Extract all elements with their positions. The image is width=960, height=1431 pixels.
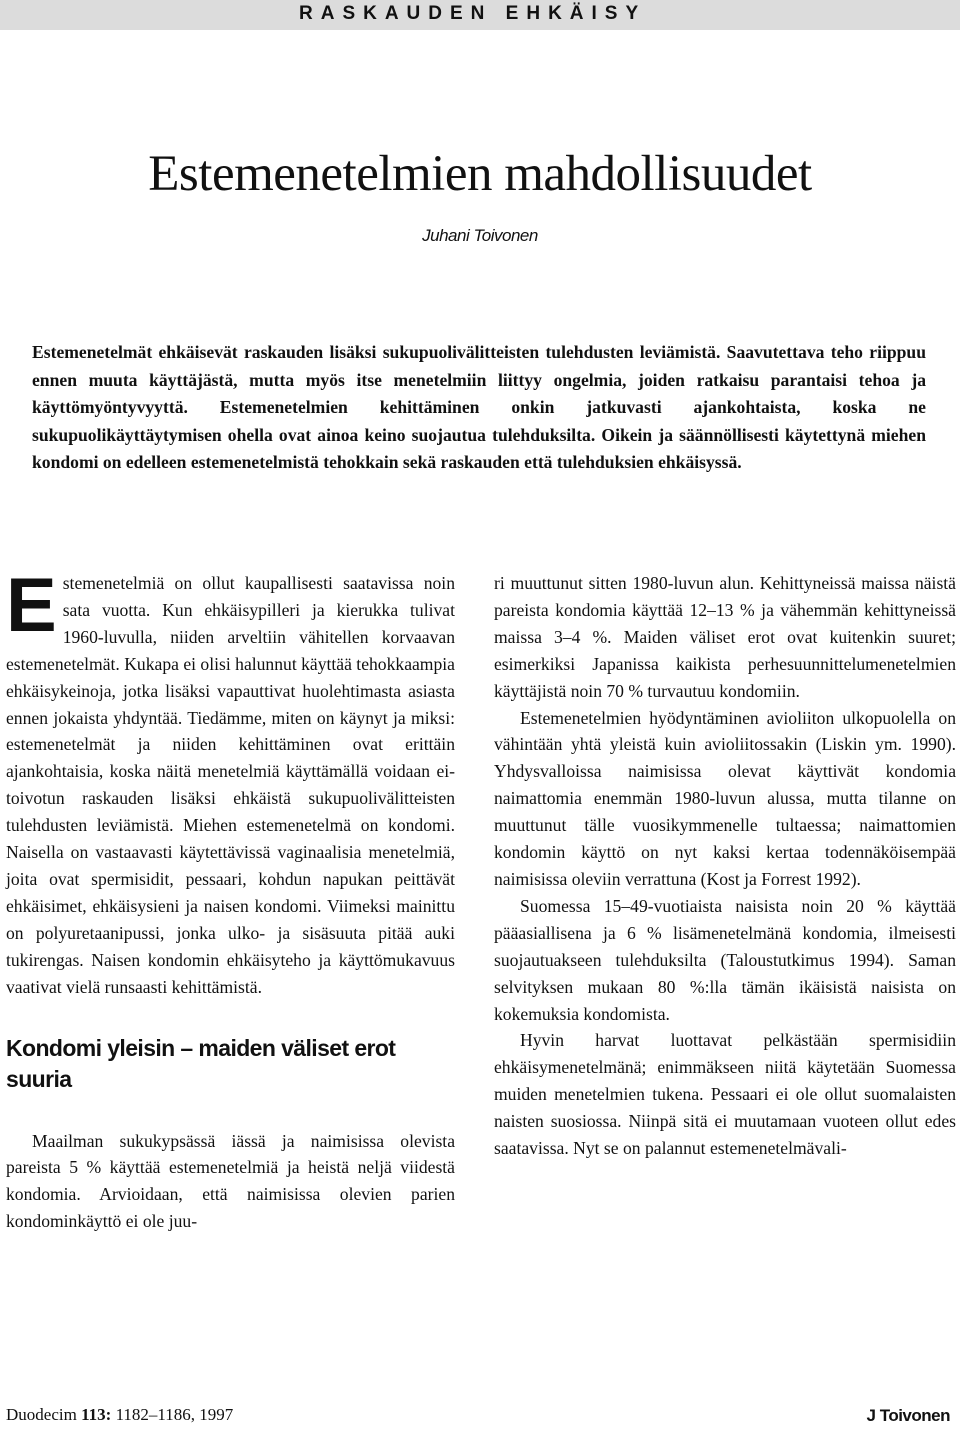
section-subheading: Kondomi yleisin – maiden väliset erot suuria bbox=[6, 1034, 396, 1092]
left-paragraph-1-text: stemenetelmiä on ollut kaupallisesti saatavissa noin sata vuotta. Kun ehkäisypilleri ja kierukka tulivat 1960-luvulla, niiden arveltiin vähitellen korvaavan estemenetelmät. Kukapa ei olisi halunnut käyttää tehokkaampia ehkäisykeinoja, jotka lisäksi vapauttivat huolehtimasta asiasta ennen jokaista yhdyntää. Tiedämme, miten on käynyt ja miksi: estemenetelmät ja niiden kehittäminen ovat erittäin ajankohtaisia, koska näitä menetelmiä käyttämällä voidaan ei-toivotun raskauden lisäksi ehkäistä sukupuolivälitteisten tulehdusten leviämistä. Miehen estemenetelmä on kondomi. Naisella on vastaavasti käytettävissä vaginaalisia menetelmiä, joita ovat spermisidit, pessaari, kohdun napukan peittävät ehkäisimet, ehkäisysieni ja naisen kondomi. Viimeksi mainittu on polyuretaanipussi, jonka ulko- ja sisäsuuta pitää auki tukirengas. Naisen kondomin ehkäisyteho ja käyttömukavuus vaativat vielä runsaasti kehittämistä. bbox=[6, 573, 455, 997]
left-paragraph-1 bbox=[6, 563, 455, 1001]
article-abstract: Estemenetelmät ehkäisevät raskauden lisäksi sukupuolivälitteisten tulehdusten leviämistä. Saavutettava teho riippuu ennen muuta käyttäjästä, mutta myös itse menetelmiin liittyy ongelmia, joiden ratkaisu parantaisi tehoa ja käyttömyöntyvyyttä. Estemenetelmien kehittäminen onkin jatkuvasti ajankohtaista, koska ne sukupuolikäyttäytymisen ohella ovat ainoa keino suojautua tulehduksilta. Oikein ja säännöllisesti käytettynä miehen kondomi on edelleen estemenetelmistä tehokkain sekä raskauden että tulehduksien ehkäisyssä. bbox=[32, 342, 926, 473]
section-title: RASKAUDEN EHKÄISY bbox=[299, 3, 647, 24]
drop-cap: E bbox=[6, 563, 57, 648]
footer-citation bbox=[6, 1405, 233, 1425]
footer-author: J Toivonen bbox=[866, 1406, 950, 1425]
footer-volume: 113: bbox=[81, 1405, 112, 1424]
article-author: Juhani Toivonen bbox=[422, 226, 538, 245]
left-column bbox=[6, 563, 455, 1235]
right-paragraph-3: Suomessa 15–49-vuotiaista naisista noin 20 % käyttää pääasiallisena ja 6 % lisämenetelmänä kondomia, ilmeisesti suojautuakseen tulehduksilta (Taloustutkimus 1994). Saman selvityksen mukaan 80 %:lla tämän ikäisistä naisista on kokemuksia kondomista. bbox=[494, 895, 956, 1024]
right-paragraph-1: ri muuttunut sitten 1980-luvun alun. Kehittyneissä maissa näistä pareista kondomia käyttää 12–13 % ja vähemmän kehittyneissä maissa 3–4 %. Maiden väliset erot ovat kuitenkin suuret; esimerkiksi Japanissa kaikista perhesuunnittelumenetelmien käyttäjistä noin 70 % turvautuu kondomiin. bbox=[494, 573, 956, 701]
footer-pages: 1182–1186, 1997 bbox=[115, 1405, 234, 1424]
right-paragraph-2: Estemenetelmien hyödyntäminen avioliiton ulkopuolella on vähintään yhtä yleistä kuin avioliitossakin (Liskin ym. 1990). Yhdysvalloissa naimisissa olevat käyttivät kondomia naimattomia enemmän 1980-luvun alussa, mutta tilanne on muuttunut tälle vuosikymmenelle tultaessa; naimattomien kondomin käyttö on nyt kaksi kertaa todennäköisempää naimisissa oleviin verrattuna (Kost ja Forrest 1992). bbox=[494, 707, 956, 889]
section-header-bar bbox=[0, 0, 960, 30]
footer-journal: Duodecim bbox=[6, 1405, 77, 1424]
article-title: Estemenetelmien mahdollisuudet bbox=[148, 146, 812, 202]
left-paragraph-2: Maailman sukukypsässä iässä ja naimisissa olevista pareista 5 % käyttää estemenetelmiä ja heistä neljä viidestä kondomia. Arvioidaan, että naimisissa olevien parien kondominkäyttö ei ole juu- bbox=[6, 1130, 455, 1232]
right-column bbox=[494, 570, 956, 1162]
right-paragraph-4: Hyvin harvat luottavat pelkästään spermisidiin ehkäisymenetelmänä; enimmäkseen niitä käytetään Suomessa muiden menetelmien tukena. Pessaari ei ole ollut suomalaisten naisten suosiossa. Niinpä sitä ei muutamaan vuoteen ollut edes saatavissa. Nyt se on palannut estemenetelmävali- bbox=[494, 1030, 956, 1159]
